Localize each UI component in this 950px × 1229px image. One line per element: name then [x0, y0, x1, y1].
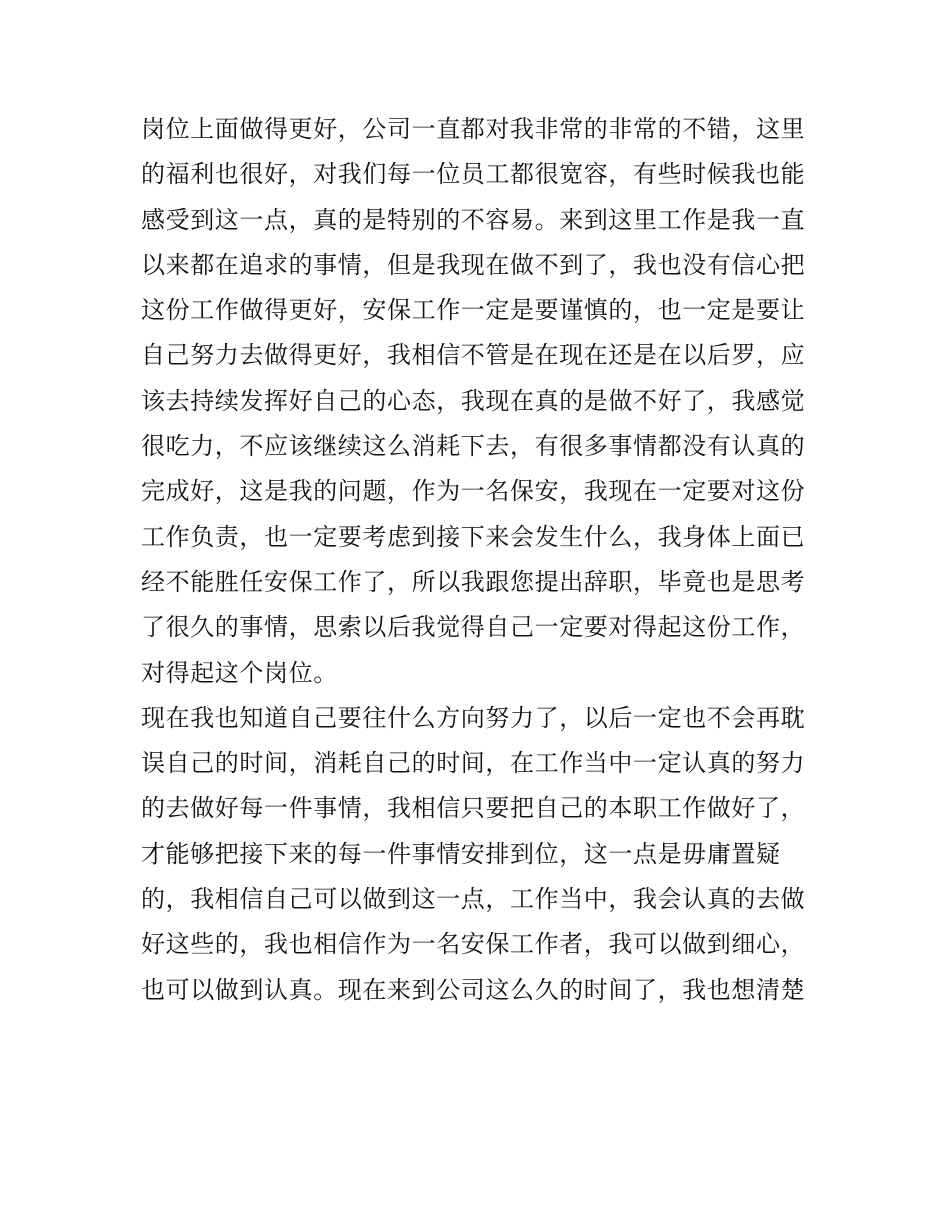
text-line: 这份工作做得更好，安保工作一定是要谨慎的，也一定是要让: [141, 296, 806, 325]
text-line: 感受到这一点，真的是特别的不容易。来到这里工作是我一直: [141, 205, 806, 234]
text-line: 的福利也很好，对我们每一位员工都很宽容，有些时候我也能: [141, 160, 806, 189]
text-line: 现在我也知道自己要往什么方向努力了，以后一定也不会再耽: [141, 703, 806, 732]
text-line: 误自己的时间，消耗自己的时间，在工作当中一定认真的努力: [141, 749, 806, 778]
text-line: 了很久的事情，思索以后我觉得自己一定要对得起这份工作，: [141, 613, 806, 642]
text-line: 以来都在追求的事情，但是我现在做不到了，我也没有信心把: [141, 250, 806, 279]
text-line: 对得起这个岗位。: [141, 658, 338, 687]
text-line: 岗位上面做得更好，公司一直都对我非常的非常的不错，这里: [141, 115, 806, 143]
text-line: 也可以做到认真。现在来到公司这么久的时间了，我也想清楚: [141, 975, 806, 1004]
text-line: 好这些的，我也相信作为一名安保工作者，我可以做到细心，: [141, 930, 806, 959]
body-text: [141, 107, 821, 1013]
text-line: 自己努力去做得更好，我相信不管是在现在还是在以后罗，应: [141, 341, 806, 370]
text-line: 的，我相信自己可以做到这一点，工作当中，我会认真的去做: [141, 885, 806, 914]
text-line: 才能够把接下来的每一件事情安排到位，这一点是毋庸置疑: [141, 839, 781, 868]
text-line: 很吃力，不应该继续这么消耗下去，有很多事情都没有认真的: [141, 432, 806, 461]
text-line: 经不能胜任安保工作了，所以我跟您提出辞职，毕竟也是思考: [141, 567, 806, 596]
text-line: 的去做好每一件事情，我相信只要把自己的本职工作做好了，: [141, 794, 806, 823]
text-line: 完成好，这是我的问题，作为一名保安，我现在一定要对这份: [141, 477, 806, 506]
text-line: 工作负责，也一定要考虑到接下来会发生什么，我身体上面已: [141, 522, 806, 551]
text-line: 该去持续发挥好自己的心态，我现在真的是做不好了，我感觉: [141, 386, 806, 415]
